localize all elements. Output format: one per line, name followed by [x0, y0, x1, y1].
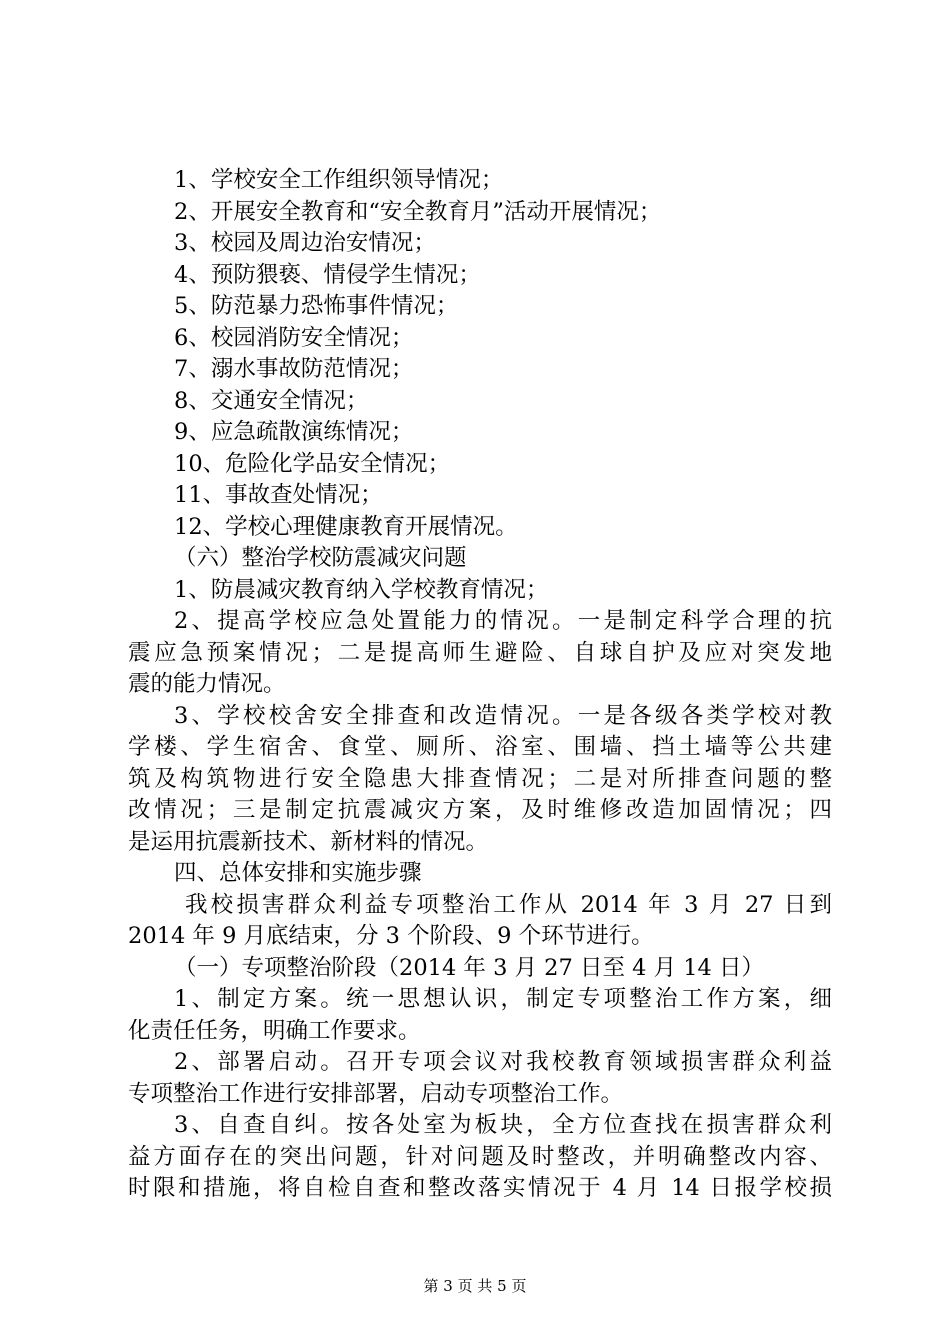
text-line: 7、溺水事故防范情况； [174, 356, 414, 382]
text-line: 震的能力情况。 [128, 671, 286, 697]
text-line: （一）专项整治阶段（2014 年 3 月 27 日至 4 月 14 日） [174, 954, 765, 981]
text-line: 4、预防猥亵、情侵学生情况； [174, 261, 481, 288]
text-line: 2、开展安全教育和“安全教育月”活动开展情况； [174, 198, 662, 225]
document-body [128, 165, 832, 1205]
text-line: 2014 年 9 月底结束，分 3 个阶段、9 个环节进行。 [128, 923, 654, 949]
page-number: 第 3 页 共 5 页 [423, 1277, 527, 1295]
text-line: 筑及构筑物进行安全隐患大排查情况；二是对所排查问题的整 [128, 765, 832, 792]
text-line: 11、事故查处情况； [174, 482, 383, 508]
text-line: 时限和措施，将自检自查和整改落实情况于 4 月 14 日报学校损 [128, 1175, 832, 1201]
text-line: 1、制定方案。统一思想认识，制定专项整治工作方案，细 [174, 986, 832, 1012]
text-line: 5、防范暴力恐怖事件情况； [174, 293, 459, 319]
text-line: 1、学校安全工作组织领导情况； [174, 167, 504, 193]
text-line: 2、部署启动。召开专项会议对我校教育领域损害群众利益 [174, 1049, 832, 1075]
text-line: 9、应急疏散演练情况； [174, 419, 414, 445]
text-line: 我校损害群众利益专项整治工作从 2014 年 3 月 27 日到 [185, 891, 832, 918]
text-line: 12、学校心理健康教育开展情况。 [174, 513, 518, 540]
page-footer [0, 1276, 950, 1296]
text-line: 2、提高学校应急处置能力的情况。一是制定科学合理的抗 [174, 608, 832, 634]
text-line: 改情况；三是制定抗震减灾方案，及时维修改造加固情况；四 [128, 797, 832, 823]
text-line: 化责任任务，明确工作要求。 [128, 1017, 421, 1044]
text-line: 益方面存在的突出问题，针对问题及时整改，并明确整改内容、 [128, 1143, 832, 1170]
text-line: 1、防晨减灾教育纳入学校教育情况； [174, 576, 549, 603]
text-line: 四、总体安排和实施步骤 [174, 860, 422, 886]
text-line: 3、学校校舍安全排查和改造情况。一是各级各类学校对教 [174, 702, 832, 729]
text-line: 8、交通安全情况； [174, 387, 369, 414]
text-line: 3、自查自纠。按各处室为板块，全方位查找在损害群众利 [174, 1112, 832, 1138]
text-line: 10、危险化学品安全情况； [174, 450, 451, 477]
text-line: 专项整治工作进行安排部署，启动专项整治工作。 [128, 1080, 624, 1107]
text-line: 3、校园及周边治安情况； [174, 230, 436, 256]
text-line: 是运用抗震新技术、新材料的情况。 [128, 828, 489, 855]
text-line: 震应急预案情况；二是提高师生避险、自球自护及应对突发地 [128, 639, 832, 666]
text-line: 6、校园消防安全情况； [174, 324, 414, 351]
text-line: 学楼、学生宿舍、食堂、厕所、浴室、围墙、挡土墙等公共建 [128, 734, 832, 760]
text-line: （六）整治学校防震减灾问题 [174, 545, 467, 571]
